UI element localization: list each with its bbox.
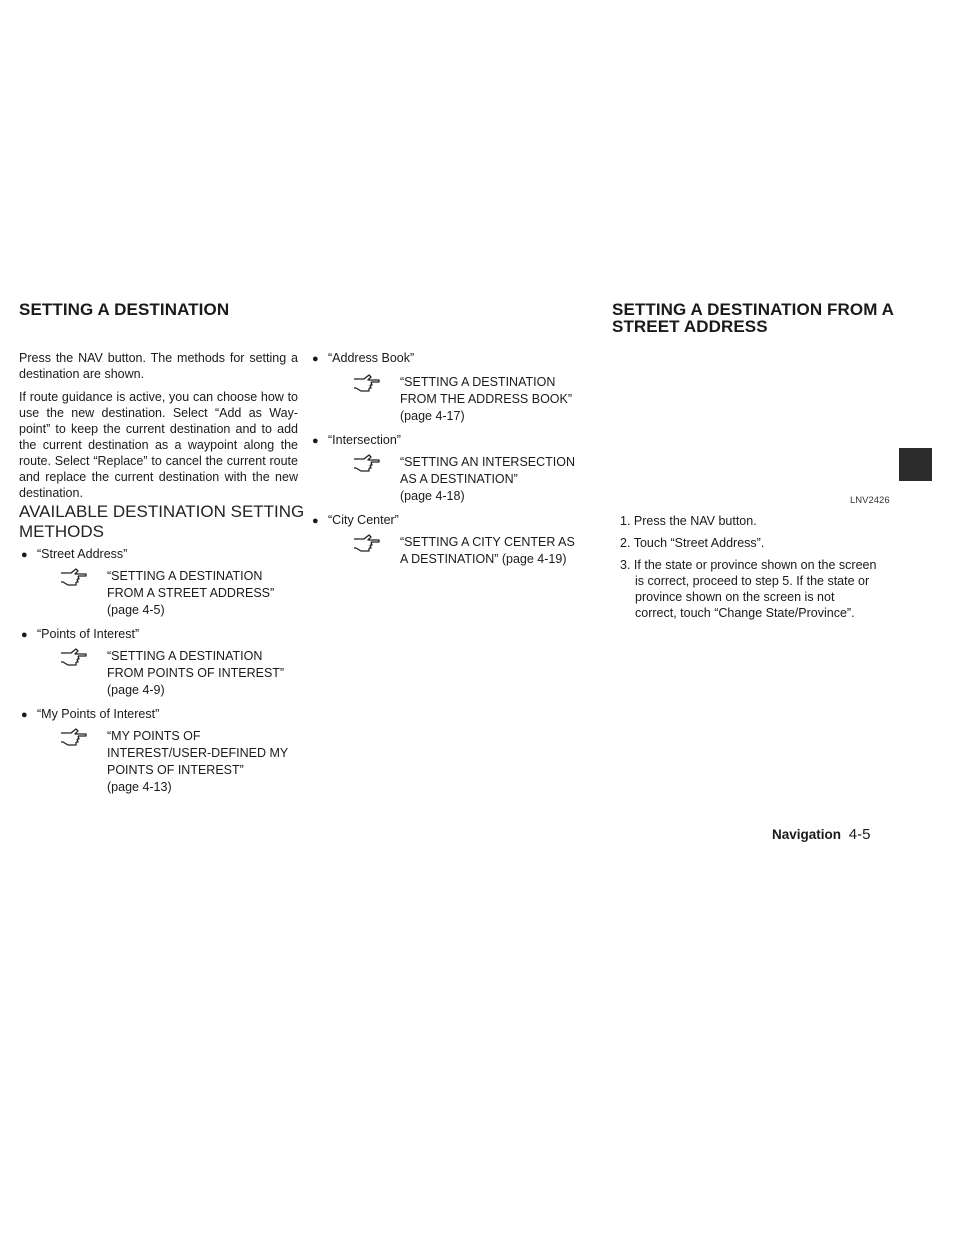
intro-paragraph-1: Press the NAV button. The methods for setting a destination are shown. [19,351,298,381]
step-2: 2. Touch “Street Address”. [620,536,765,550]
method-item-my-points-of-interest: ● “My Points of Interest” [21,707,160,721]
bullet-icon: ● [21,709,28,721]
method-item-points-of-interest: ● “Points of Interest” [21,627,140,641]
bullet-icon: ● [312,435,319,447]
method-item-intersection: ● “Intersection” [312,433,401,447]
page-footer [772,826,870,843]
bullet-icon: ● [21,549,28,561]
intro-paragraph-2: If route guidance is active, you can choose how to use the new destination. Select “Add as Way-point” to keep the current destination and to add the current destination as a waypoint along the route. Select “Replace” to cancel the current route and replace the current destination with the new destination. [19,390,298,500]
step-3: 3. If the state or province shown on the screen [620,558,877,572]
reference-points-of-interest: “SETTING A DESTINATION FROM POINTS OF INTEREST” (page 4-9) [107,648,284,699]
reference-city-center: “SETTING A CITY CENTER AS A DESTINATION” (page 4-19) [400,534,575,568]
method-item-street-address: ● “Street Address” [21,547,128,561]
available-methods-heading [19,502,304,542]
footer-section-name: Navigation [772,827,842,842]
reference-intersection: “SETTING AN INTERSECTION AS A DESTINATION” (page 4-18) [400,454,575,505]
bullet-icon: ● [21,629,28,641]
section-heading-right-line2: STREET ADDRESS [612,317,768,336]
step-3-line-4: correct, touch “Change State/Province”. [635,606,855,620]
step-1: 1. Press the NAV button. [620,514,757,528]
footer-page-number: 4-5 [848,826,871,843]
method-item-city-center: ● “City Center” [312,513,399,527]
pointing-hand-icon [59,648,89,668]
pointing-hand-icon [352,374,382,394]
bullet-icon: ● [312,353,319,365]
pointing-hand-icon [352,454,382,474]
reference-address-book: “SETTING A DESTINATION FROM THE ADDRESS BOOK” (page 4-17) [400,374,572,425]
pointing-hand-icon [59,728,89,748]
step-3-line-2: is correct, proceed to step 5. If the state or [635,574,870,588]
available-methods-heading-line2: METHODS [19,522,104,541]
available-methods-heading-line1: AVAILABLE DESTINATION SETTING [19,502,305,521]
reference-my-points-of-interest: “MY POINTS OF INTEREST/USER-DEFINED MY POINTS OF INTEREST” (page 4-13) [107,728,288,796]
bullet-icon: ● [312,515,319,527]
steps-list [620,513,890,623]
section-heading-right [612,301,894,335]
figure-code: LNV2426 [850,495,890,506]
reference-street-address: “SETTING A DESTINATION FROM A STREET ADDRESS” (page 4-5) [107,568,274,619]
pointing-hand-icon [59,568,89,588]
section-heading-right-line1: SETTING A DESTINATION FROM A [612,300,895,319]
chapter-tab-marker [899,448,932,481]
method-item-address-book: ● “Address Book” [312,351,415,365]
section-heading-left: SETTING A DESTINATION [19,300,230,319]
step-3-line-3: province shown on the screen is not [635,590,835,604]
pointing-hand-icon [352,534,382,554]
